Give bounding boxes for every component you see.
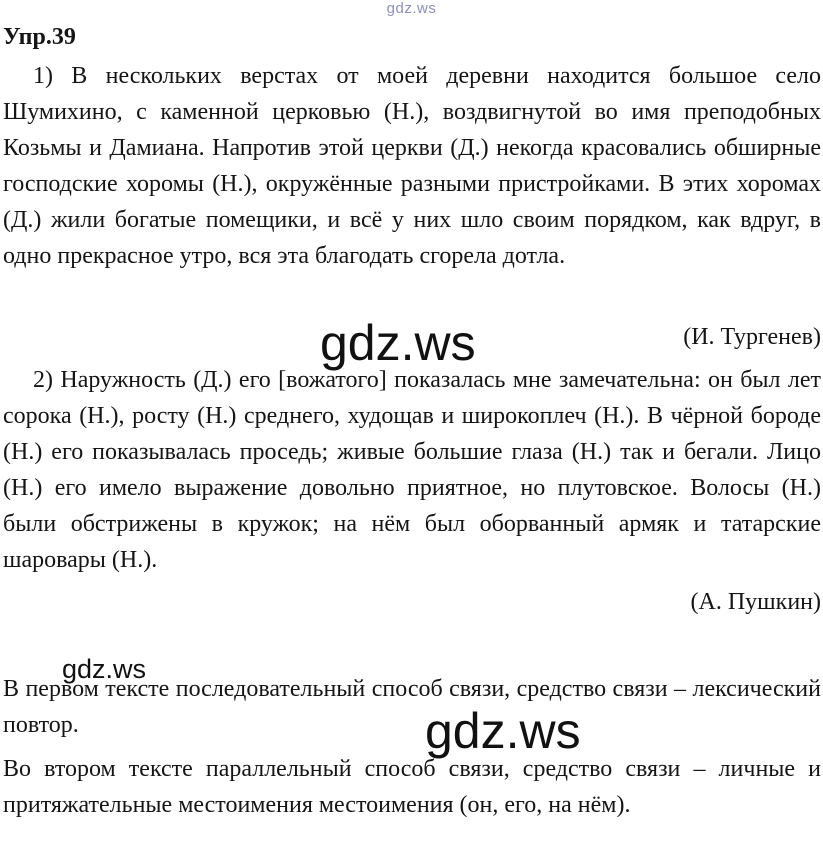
watermark-big-2: gdz.ws [425, 703, 581, 759]
watermark-top: gdz.ws [386, 0, 437, 17]
watermark-big-1: gdz.ws [320, 315, 476, 371]
text-1-author: (И. Тургенев) [683, 324, 821, 350]
text-2-paragraph: 2) Наружность (Д.) его [вожатого] показалась мне замечательна: он был лет сорока (Н.), росту (Н.) среднего, худощав и широкоплеч (Н.). В чёрной бороде (Н.) его показывалась проседь; живые большие глаза (Н.) так и бегали. Лицо (Н.) его имело выражение довольно приятное, но плутовское. Волосы (Н.) были обстрижены в кружок; на нём был оборванный армяк и татарские шаровары (Н.). [3, 367, 821, 573]
answer-line-1: В первом тексте последовательный способ связи, средство связи – лексический повтор. [3, 676, 821, 738]
text-2-author: (А. Пушкин) [690, 589, 821, 615]
text-1-paragraph: 1) В нескольких верстах от моей деревни находится большое село Шумихино, с каменной церковью (Н.), воздвигнутой во имя преподобных Козьмы и Дамиана. Напротив этой церкви (Д.) некогда красовались обширные господские хоромы (Н.), окружённые разными пристройками. В этих хоромах (Д.) жили богатые помещики, и всё у них шло своим порядком, как вдруг, в одно прекрасное утро, вся эта благодать сгорела дотла. [3, 63, 821, 269]
exercise-title: Упр.39 [3, 24, 76, 50]
watermark-small: gdz.ws [62, 654, 147, 684]
answer-line-2: Во втором тексте параллельный способ связи, средство связи – личные и притяжательные местоимения местоимения (он, его, на нём). [3, 756, 821, 818]
